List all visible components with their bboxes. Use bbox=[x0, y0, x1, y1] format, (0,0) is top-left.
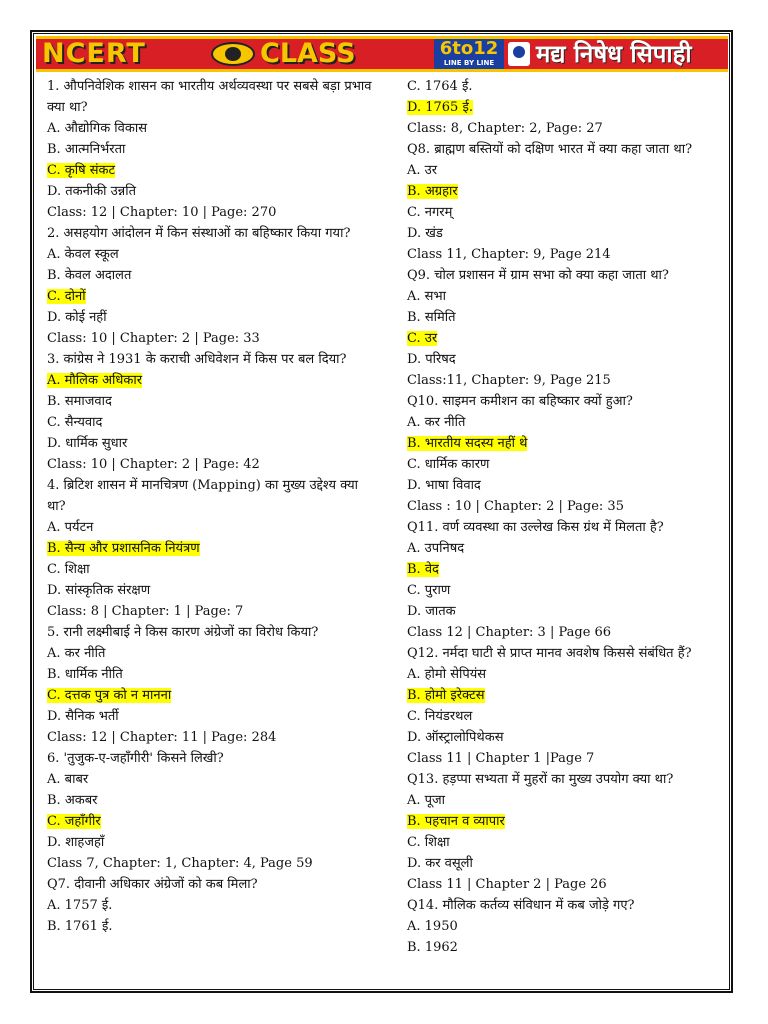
line-text: C. नियंडरथल bbox=[407, 709, 473, 724]
banner-class-word: CLASS bbox=[260, 38, 356, 69]
line-text: B. आत्मनिर्भरता bbox=[47, 142, 126, 157]
line-text: D. कोई नहीं bbox=[47, 310, 107, 325]
line-text: A. बाबर bbox=[47, 772, 89, 787]
question-line bbox=[407, 97, 725, 118]
line-text: Q13. हड़प्पा सभ्यता में मुहरों का मुख्य उपयोग क्या था? bbox=[407, 772, 674, 787]
answer-highlight: B. वेद bbox=[407, 562, 439, 577]
question-line bbox=[407, 286, 725, 307]
question-line bbox=[407, 454, 725, 475]
question-line bbox=[47, 328, 377, 349]
eye-logo-icon bbox=[211, 42, 255, 66]
question-line bbox=[407, 433, 725, 454]
question-line bbox=[47, 475, 377, 517]
line-text: A. पूजा bbox=[407, 793, 446, 808]
answer-highlight: D. 1765 ई. bbox=[407, 100, 473, 115]
line-text: Class : 10 | Chapter: 2 | Page: 35 bbox=[407, 499, 624, 514]
line-text: A. 1950 bbox=[407, 919, 458, 934]
answer-highlight: C. जहाँगीर bbox=[47, 814, 101, 829]
line-text: Class 7, Chapter: 1, Chapter: 4, Page 59 bbox=[47, 856, 313, 871]
question-line bbox=[47, 601, 377, 622]
question-line bbox=[407, 706, 725, 727]
question-line bbox=[407, 685, 725, 706]
line-text: A. होमो सेपियंस bbox=[407, 667, 487, 682]
answer-highlight: A. मौलिक अधिकार bbox=[47, 373, 143, 388]
answer-highlight: B. भारतीय सदस्य नहीं थे bbox=[407, 436, 528, 451]
line-text: Class: 10 | Chapter: 2 | Page: 33 bbox=[47, 331, 260, 346]
question-line bbox=[47, 895, 377, 916]
question-line bbox=[407, 475, 725, 496]
question-line bbox=[47, 769, 377, 790]
line-text: Q14. मौलिक कर्तव्य संविधान में कब जोड़े गए? bbox=[407, 898, 635, 913]
question-line bbox=[407, 538, 725, 559]
question-line bbox=[407, 391, 725, 412]
question-line bbox=[47, 244, 377, 265]
banner-hindi-title: मद्य निषेध सिपाही bbox=[536, 40, 692, 68]
line-text: D. कर वसूली bbox=[407, 856, 473, 871]
line-text: A. केवल स्कूल bbox=[47, 247, 119, 262]
question-line bbox=[407, 202, 725, 223]
question-line bbox=[47, 727, 377, 748]
question-line bbox=[407, 118, 725, 139]
question-line bbox=[407, 244, 725, 265]
question-line bbox=[407, 139, 725, 160]
answer-highlight: C. उर bbox=[407, 331, 438, 346]
question-line bbox=[407, 601, 725, 622]
question-line bbox=[47, 832, 377, 853]
banner-grade-badge bbox=[434, 39, 504, 69]
line-text: C. सैन्यवाद bbox=[47, 415, 103, 430]
right-question-column bbox=[407, 76, 725, 958]
line-text: 3. कांग्रेस ने 1931 के कराची अधिवेशन में किस पर बल दिया? bbox=[47, 352, 347, 367]
line-text: C. नगरम् bbox=[407, 205, 453, 220]
line-text: B. अकबर bbox=[47, 793, 98, 808]
line-text: D. खंड bbox=[407, 226, 443, 241]
line-text: A. पर्यटन bbox=[47, 520, 94, 535]
question-line bbox=[407, 181, 725, 202]
line-text: 4. ब्रिटिश शासन में मानचित्रण (Mapping) का मुख्य उद्देश्य क्या था? bbox=[47, 478, 358, 514]
line-text: Q8. ब्राह्मण बस्तियों को दक्षिण भारत में क्या कहा जाता था? bbox=[407, 142, 693, 157]
question-line bbox=[407, 496, 725, 517]
line-text: D. परिषद bbox=[407, 352, 456, 367]
question-line bbox=[47, 118, 377, 139]
emblem-icon bbox=[508, 42, 530, 66]
question-line bbox=[407, 727, 725, 748]
line-text: Class: 12 | Chapter: 11 | Page: 284 bbox=[47, 730, 277, 745]
question-line bbox=[47, 643, 377, 664]
question-line bbox=[47, 370, 377, 391]
line-text: Q7. दीवानी अधिकार अंग्रेजों को कब मिला? bbox=[47, 877, 258, 892]
question-line bbox=[407, 328, 725, 349]
question-line bbox=[47, 811, 377, 832]
question-line bbox=[407, 76, 725, 97]
line-text: Class 11, Chapter: 9, Page 214 bbox=[407, 247, 611, 262]
line-text: B. समिति bbox=[407, 310, 456, 325]
left-question-column bbox=[47, 76, 377, 937]
question-line bbox=[407, 769, 725, 790]
line-text: Class:11, Chapter: 9, Page 215 bbox=[407, 373, 611, 388]
question-line bbox=[47, 202, 377, 223]
question-line bbox=[407, 916, 725, 937]
question-line bbox=[47, 181, 377, 202]
line-text: B. 1962 bbox=[407, 940, 458, 955]
question-line bbox=[47, 664, 377, 685]
banner-grade-range: 6to12 bbox=[439, 38, 499, 59]
question-line bbox=[47, 265, 377, 286]
line-text: D. सैनिक भर्ती bbox=[47, 709, 119, 724]
line-text: A. सभा bbox=[407, 289, 446, 304]
question-line bbox=[47, 748, 377, 769]
line-text: A. कर नीति bbox=[407, 415, 466, 430]
question-line bbox=[47, 160, 377, 181]
line-text: Class 12 | Chapter: 3 | Page 66 bbox=[407, 625, 612, 640]
question-line bbox=[47, 307, 377, 328]
question-line bbox=[407, 559, 725, 580]
question-line bbox=[407, 349, 725, 370]
header-banner bbox=[36, 36, 728, 72]
question-line bbox=[407, 412, 725, 433]
question-line bbox=[47, 685, 377, 706]
line-text: Q9. चोल प्रशासन में ग्राम सभा को क्या कहा जाता था? bbox=[407, 268, 669, 283]
question-line bbox=[47, 433, 377, 454]
line-text: C. 1764 ई. bbox=[407, 79, 473, 94]
line-text: A. 1757 ई. bbox=[47, 898, 113, 913]
line-text: C. शिक्षा bbox=[407, 835, 450, 850]
question-line bbox=[47, 454, 377, 475]
question-line bbox=[47, 622, 377, 643]
line-text: Class 11 | Chapter 1 |Page 7 bbox=[407, 751, 595, 766]
line-text: Class 11 | Chapter 2 | Page 26 bbox=[407, 877, 607, 892]
line-text: B. केवल अदालत bbox=[47, 268, 132, 283]
line-text: A. उपनिषद bbox=[407, 541, 465, 556]
line-text: Class: 8, Chapter: 2, Page: 27 bbox=[407, 121, 603, 136]
question-line bbox=[47, 790, 377, 811]
question-line bbox=[407, 517, 725, 538]
question-line bbox=[47, 223, 377, 244]
question-line bbox=[47, 391, 377, 412]
question-line bbox=[47, 853, 377, 874]
answer-highlight: B. सैन्य और प्रशासनिक नियंत्रण bbox=[47, 541, 200, 556]
line-text: Q11. वर्ण व्यवस्था का उल्लेख किस ग्रंथ में मिलता है? bbox=[407, 520, 664, 535]
question-line bbox=[407, 832, 725, 853]
line-text: D. धार्मिक सुधार bbox=[47, 436, 128, 451]
question-line bbox=[407, 643, 725, 664]
question-line bbox=[407, 937, 725, 958]
line-text: 6. 'तुजुक-ए-जहाँगीरी' किसने लिखी? bbox=[47, 751, 224, 766]
line-text: B. धार्मिक नीति bbox=[47, 667, 123, 682]
question-line bbox=[407, 580, 725, 601]
line-text: D. जातक bbox=[407, 604, 456, 619]
question-line bbox=[407, 895, 725, 916]
line-text: Class: 10 | Chapter: 2 | Page: 42 bbox=[47, 457, 260, 472]
line-text: 5. रानी लक्ष्मीबाई ने किस कारण अंग्रेजों का विरोध किया? bbox=[47, 625, 319, 640]
line-text: D. शाहजहाँ bbox=[47, 835, 105, 850]
question-line bbox=[407, 370, 725, 391]
question-line bbox=[407, 874, 725, 895]
answer-highlight: C. दोनों bbox=[47, 289, 86, 304]
answer-highlight: C. कृषि संकट bbox=[47, 163, 116, 178]
question-line bbox=[407, 223, 725, 244]
line-text: B. समाजवाद bbox=[47, 394, 112, 409]
question-line bbox=[47, 580, 377, 601]
line-text: 1. औपनिवेशिक शासन का भारतीय अर्थव्यवस्था पर सबसे बड़ा प्रभाव क्या था? bbox=[47, 79, 372, 115]
line-text: C. शिक्षा bbox=[47, 562, 90, 577]
question-line bbox=[47, 916, 377, 937]
question-line bbox=[407, 748, 725, 769]
question-line bbox=[407, 790, 725, 811]
question-line bbox=[47, 559, 377, 580]
banner-grade-tag: LINE BY LINE bbox=[443, 59, 495, 67]
line-text: D. सांस्कृतिक संरक्षण bbox=[47, 583, 151, 598]
line-text: A. उर bbox=[407, 163, 438, 178]
answer-highlight: B. पहचान व व्यापार bbox=[407, 814, 505, 829]
line-text: Q12. नर्मदा घाटी से प्राप्त मानव अवशेष किससे संबंधित हैं? bbox=[407, 646, 692, 661]
question-line bbox=[407, 160, 725, 181]
question-line bbox=[47, 412, 377, 433]
question-line bbox=[47, 538, 377, 559]
question-line bbox=[47, 76, 377, 118]
line-text: B. 1761 ई. bbox=[47, 919, 113, 934]
question-line bbox=[47, 286, 377, 307]
answer-highlight: B. अग्रहार bbox=[407, 184, 458, 199]
banner-brand: NCERT bbox=[42, 38, 146, 69]
question-line bbox=[47, 349, 377, 370]
question-line bbox=[47, 874, 377, 895]
line-text: C. धार्मिक कारण bbox=[407, 457, 490, 472]
line-text: Q10. साइमन कमीशन का बहिष्कार क्यों हुआ? bbox=[407, 394, 633, 409]
line-text: C. पुराण bbox=[407, 583, 451, 598]
line-text: A. औद्योगिक विकास bbox=[47, 121, 148, 136]
question-line bbox=[407, 265, 725, 286]
question-line bbox=[47, 706, 377, 727]
line-text: D. तकनीकी उन्नति bbox=[47, 184, 136, 199]
answer-highlight: C. दत्तक पुत्र को न मानना bbox=[47, 688, 172, 703]
question-line bbox=[47, 517, 377, 538]
line-text: Class: 8 | Chapter: 1 | Page: 7 bbox=[47, 604, 244, 619]
question-line bbox=[407, 622, 725, 643]
question-line bbox=[407, 811, 725, 832]
line-text: A. कर नीति bbox=[47, 646, 106, 661]
question-line bbox=[47, 139, 377, 160]
question-line bbox=[407, 664, 725, 685]
line-text: D. भाषा विवाद bbox=[407, 478, 481, 493]
line-text: D. ऑस्ट्रालोपिथेकस bbox=[407, 730, 504, 745]
line-text: 2. असहयोग आंदोलन में किन संस्थाओं का बहिष्कार किया गया? bbox=[47, 226, 351, 241]
question-line bbox=[407, 853, 725, 874]
line-text: Class: 12 | Chapter: 10 | Page: 270 bbox=[47, 205, 277, 220]
answer-highlight: B. होमो इरेक्टस bbox=[407, 688, 485, 703]
question-line bbox=[407, 307, 725, 328]
